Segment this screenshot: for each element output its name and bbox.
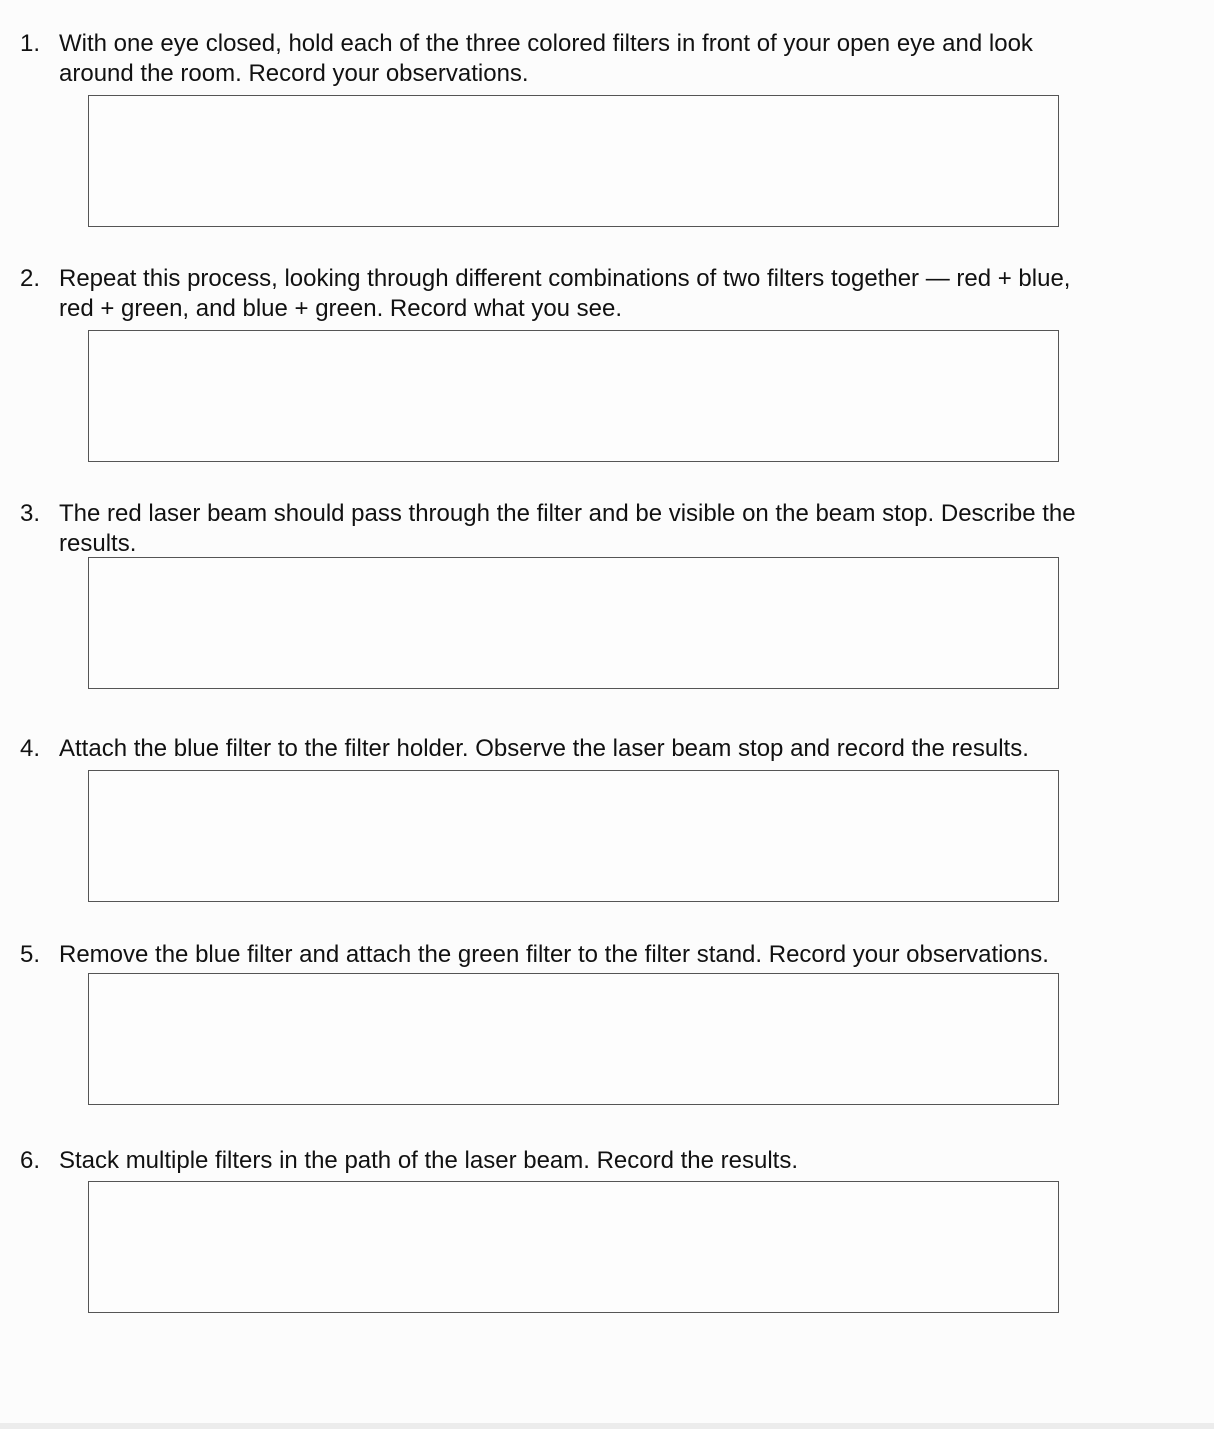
question-text [59, 264, 1194, 323]
question-text-line: Repeat this process, looking through different combinations of two filters together — red + blue, [59, 265, 1071, 292]
question-number: 5. [20, 941, 41, 968]
question-text-line: Stack multiple filters in the path of the laser beam. Record the results. [59, 1147, 799, 1174]
answer-box-1[interactable] [88, 95, 1059, 227]
question-text [59, 940, 1194, 970]
question-number: 4. [20, 735, 41, 762]
question-text-line: around the room. Record your observations. [59, 59, 529, 87]
question-text-line: results. [59, 529, 137, 557]
answer-box-3[interactable] [88, 557, 1059, 689]
question-text-line: With one eye closed, hold each of the three colored filters in front of your open eye and look [59, 30, 1033, 57]
answer-box-5[interactable] [88, 973, 1059, 1105]
question-number: 1. [20, 30, 41, 57]
answer-box-6[interactable] [88, 1181, 1059, 1313]
question-text [59, 734, 1194, 764]
question-text-line: red + green, and blue + green. Record what you see. [59, 294, 623, 322]
question-text [59, 1146, 1194, 1176]
question-text-line: The red laser beam should pass through the filter and be visible on the beam stop. Describe the [59, 500, 1076, 527]
question-number: 3. [20, 500, 41, 527]
question-number: 6. [20, 1147, 41, 1174]
question-number: 2. [20, 265, 41, 292]
question-text [59, 499, 1194, 558]
page-bottom-edge [0, 1423, 1214, 1429]
question-text-line: Remove the blue filter and attach the green filter to the filter stand. Record your observations. [59, 941, 1049, 968]
answer-box-4[interactable] [88, 770, 1059, 902]
question-text-line: Attach the blue filter to the filter holder. Observe the laser beam stop and record the results. [59, 735, 1029, 762]
answer-box-2[interactable] [88, 330, 1059, 462]
question-text [59, 29, 1194, 88]
